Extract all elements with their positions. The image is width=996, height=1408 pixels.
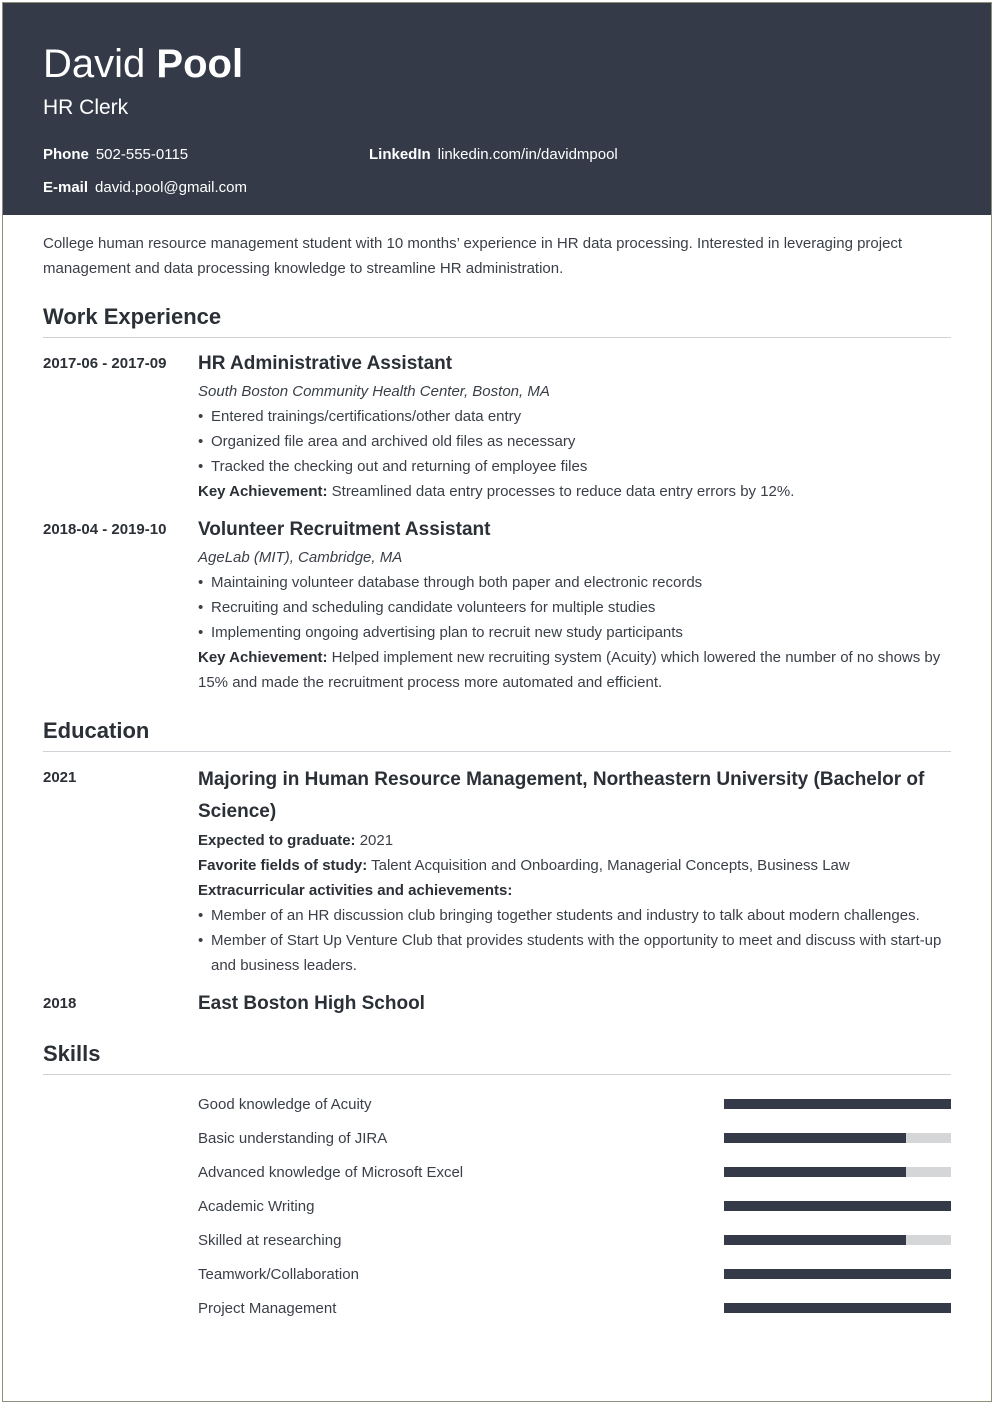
key-achievement-label: Key Achievement:: [198, 483, 328, 500]
linkedin-link[interactable]: linkedin.com/in/davidmpool: [437, 146, 618, 163]
summary: College human resource management student with 10 months’ experience in HR data processing. Interested in leveraging project management and data processing knowledge to streamline HR administration.: [43, 235, 903, 277]
list-item: • Maintaining volunteer database through both paper and electronic records: [198, 570, 951, 595]
section-divider: [43, 751, 951, 752]
skill-level-fill: [724, 1303, 951, 1313]
resume-content: [3, 231, 991, 1325]
skill-name: Project Management: [198, 1299, 337, 1317]
work-bullets: [198, 570, 951, 645]
email-label: E-mail: [43, 179, 89, 196]
skill-level-fill: [724, 1269, 951, 1279]
list-item: • Implementing ongoing advertising plan to recruit new study participants: [198, 620, 951, 645]
skills-heading: Skills: [43, 1041, 101, 1066]
skill-level-bar: [724, 1201, 951, 1211]
education-heading: Education: [43, 718, 150, 743]
work-org: South Boston Community Health Center, Boston, MA: [198, 383, 550, 400]
work-entry: [43, 350, 951, 504]
extracurricular-label-row: [198, 878, 951, 903]
education-date: 2018: [43, 995, 77, 1012]
work-title: HR Administrative Assistant: [198, 353, 453, 374]
skill-level-bar: [724, 1133, 951, 1143]
skill-level-fill: [724, 1235, 906, 1245]
list-item: • Tracked the checking out and returning of employee files: [198, 454, 951, 479]
skill-level-fill: [724, 1201, 951, 1211]
education-title: East Boston High School: [198, 993, 425, 1014]
key-achievement: [198, 479, 951, 504]
phone-label: Phone: [43, 146, 89, 163]
skill-row: [43, 1291, 951, 1325]
skill-row: [43, 1223, 951, 1257]
skills-list: [43, 1087, 951, 1325]
work-title: Volunteer Recruitment Assistant: [198, 519, 491, 540]
skill-level-bar: [724, 1269, 951, 1279]
list-item: • Organized file area and archived old files as necessary: [198, 429, 951, 454]
phone-value: 502-555-0115: [95, 146, 189, 163]
key-achievement-text: Helped implement new recruiting system (Acuity) which lowered the number of no shows by 15% and made the recruitment process more automated and efficient.: [198, 649, 941, 691]
job-title-headline: HR Clerk: [43, 96, 129, 119]
key-achievement-label: Key Achievement:: [198, 649, 328, 666]
skill-row: [43, 1121, 951, 1155]
skill-name: Skilled at researching: [198, 1231, 342, 1249]
last-name: Pool: [156, 42, 244, 86]
work-org: AgeLab (MIT), Cambridge, MA: [198, 549, 403, 566]
first-name: David: [43, 42, 146, 86]
education-title: Majoring in Human Resource Management, Northeastern University (Bachelor of Science): [198, 769, 925, 822]
extracurricular-list: [198, 903, 951, 978]
work-date: 2017-06 - 2017-09: [43, 355, 167, 372]
contact-email: [43, 179, 247, 197]
skill-level-bar: [724, 1303, 951, 1313]
skill-row: [43, 1189, 951, 1223]
skill-name: Teamwork/Collaboration: [198, 1265, 359, 1283]
skill-level-bar: [724, 1099, 951, 1109]
section-divider: [43, 337, 951, 338]
list-item: • Recruiting and scheduling candidate volunteers for multiple studies: [198, 595, 951, 620]
expected-graduation-label: Expected to graduate:: [198, 832, 356, 849]
key-achievement: [198, 645, 951, 695]
resume-header: [3, 3, 991, 215]
education-entry: [43, 764, 951, 978]
skill-level-fill: [724, 1167, 906, 1177]
work-date: 2018-04 - 2019-10: [43, 521, 167, 538]
skill-row: [43, 1087, 951, 1121]
contact-phone: [43, 146, 188, 164]
list-item: • Entered trainings/certifications/other data entry: [198, 404, 951, 429]
expected-graduation-value: 2021: [359, 832, 394, 849]
list-item: • Member of Start Up Venture Club that provides students with the opportunity to meet and discuss with start-up and business leaders.: [198, 928, 951, 978]
linkedin-label: LinkedIn: [369, 146, 431, 163]
work-experience-heading: Work Experience: [43, 304, 222, 329]
candidate-name: [43, 41, 951, 87]
work-entry: [43, 516, 951, 695]
expected-graduation: [198, 828, 951, 853]
section-divider: [43, 1074, 951, 1075]
skill-name: Basic understanding of JIRA: [198, 1129, 388, 1147]
key-achievement-text: Streamlined data entry processes to reduce data entry errors by 12%.: [331, 483, 795, 500]
skill-name: Academic Writing: [198, 1197, 315, 1215]
favorite-fields: [198, 853, 951, 878]
favorite-fields-value: Talent Acquisition and Onboarding, Managerial Concepts, Business Law: [371, 857, 850, 874]
skill-name: Good knowledge of Acuity: [198, 1095, 372, 1113]
skill-row: [43, 1257, 951, 1291]
education-entry: [43, 990, 951, 1018]
education-date: 2021: [43, 769, 77, 786]
work-bullets: [198, 404, 951, 479]
skill-name: Advanced knowledge of Microsoft Excel: [198, 1163, 464, 1181]
skill-level-fill: [724, 1133, 906, 1143]
extracurricular-label: Extracurricular activities and achievements:: [198, 882, 513, 899]
skill-level-fill: [724, 1099, 951, 1109]
skill-row: [43, 1155, 951, 1189]
list-item: • Member of an HR discussion club bringing together students and industry to talk about modern challenges.: [198, 903, 951, 928]
skill-level-bar: [724, 1167, 951, 1177]
skill-level-bar: [724, 1235, 951, 1245]
resume-page: [2, 2, 992, 1402]
favorite-fields-label: Favorite fields of study:: [198, 857, 368, 874]
email-link[interactable]: david.pool@gmail.com: [95, 179, 247, 196]
contact-linkedin: [369, 146, 618, 164]
